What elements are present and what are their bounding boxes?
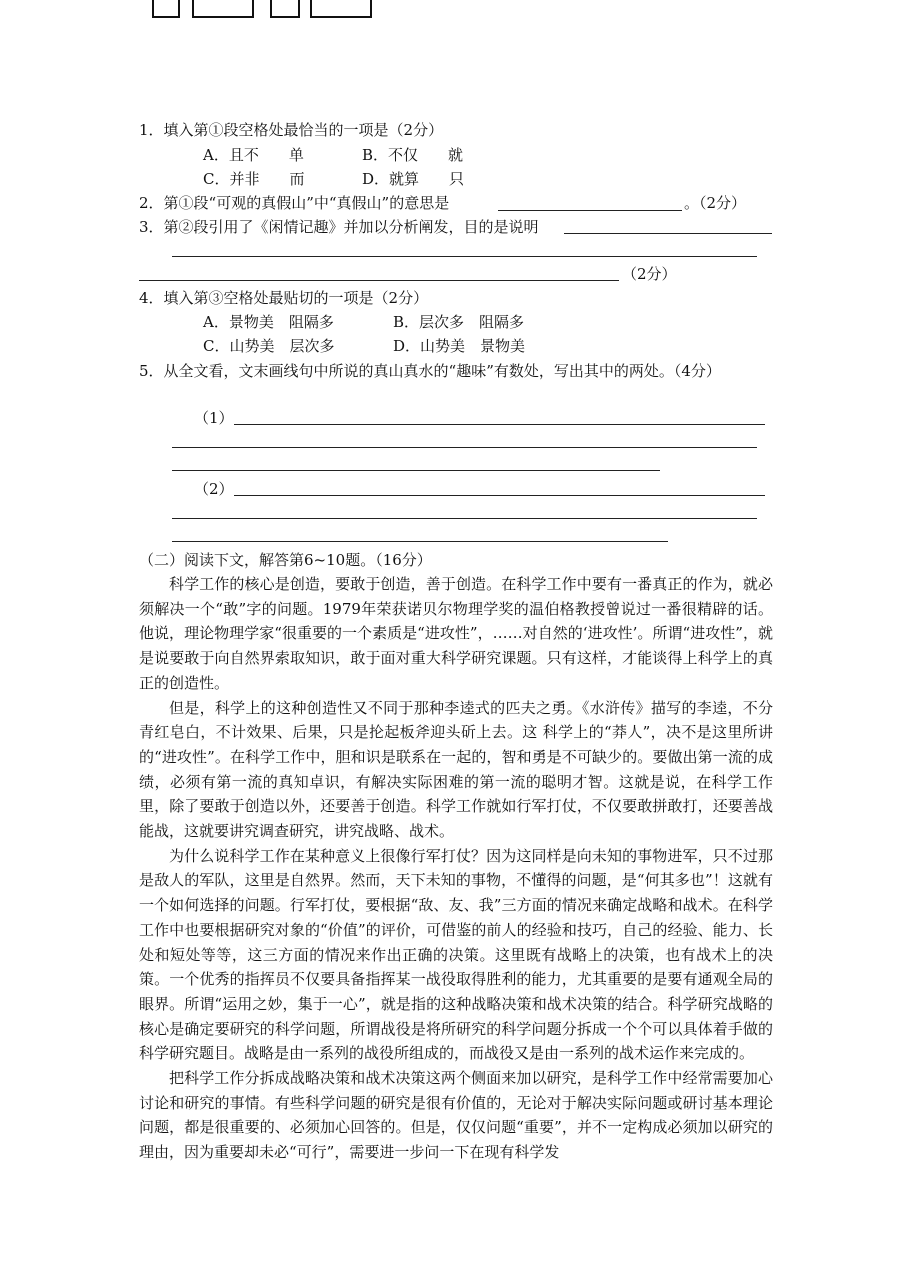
reading-passage	[139, 572, 773, 1165]
q5-answer-line[interactable]	[172, 541, 668, 542]
q1-option-c: C．并非 而	[203, 170, 305, 188]
q3-stem: 3．第②段引用了《闲情记趣》并加以分析阐发，目的是说明	[139, 218, 539, 236]
q5-answer-line[interactable]	[234, 424, 765, 425]
q2-points: 。（2分）	[684, 194, 747, 212]
q4-option-c: C．山势美 层次多	[203, 337, 335, 355]
section2-heading: （二）阅读下文，解答第6~10题。（16分）	[139, 551, 432, 569]
q4-option-b: B．层次多 阻隔多	[393, 313, 525, 331]
q3-answer-line[interactable]	[139, 280, 619, 281]
answer-box	[192, 0, 254, 18]
q5-stem: 5．从全文看，文末画线句中所说的真山真水的“趣味”有数处，写出其中的两处。（4分）	[139, 362, 721, 380]
q4-option-d: D．山势美 景物美	[393, 337, 526, 355]
answer-box	[270, 0, 300, 18]
q5-label-2: （2）	[194, 480, 234, 498]
q2-answer-line[interactable]	[498, 210, 682, 211]
q2-stem: 2．第①段“可观的真假山”中“真假山”的意思是	[139, 194, 450, 212]
q5-label-1: （1）	[194, 409, 234, 427]
q5-answer-line[interactable]	[172, 518, 757, 519]
q4-stem: 4．填入第③空格处最贴切的一项是（2分）	[139, 289, 429, 307]
q1-option-d: D．就算 只	[362, 170, 465, 188]
passage-paragraph: 但是，科学上的这种创造性又不同于那种李逵式的匹夫之勇。《水浒传》描写的李逵，不分青红皂白，不计效果、后果，只是抡起板斧迎头斫上去。这 科学上的“莽人”，决不是这里所讲的“进攻性”。在科学工作中，胆和识是联系在一起的，智和勇是不可缺少的。要做出第一流的成绩，必须有第一流的真知卓识，有解决实际困难的第一流的聪明才智。这就是说，在科学工作里，除了要敢于创造以外，还要善于创造。科学工作就如行军打仗，不仅要敢拼敢打，还要善战能战，这就要讲究调查研究，讲究战略、战术。	[139, 698, 773, 841]
answer-box	[152, 0, 180, 18]
q5-answer-line[interactable]	[172, 447, 757, 448]
q5-answer-line[interactable]	[234, 495, 765, 496]
answer-box	[310, 0, 372, 18]
passage-paragraph: 为什么说科学工作在某种意义上很像行军打仗？因为这同样是向未知的事物进军，只不过那是敌人的军队，这里是自然界。然而，天下未知的事物，不懂得的问题，是“何其多也”！这就有一个如何选择的问题。行军打仗，要根据“敌、友、我”三方面的情况来确定战略和战术。在科学工作中也要根据研究对象的“价值”的评价，可借鉴的前人的经验和技巧，自己的经验、能力、长处和短处等等，这三方面的情况来作出正确的决策。这里既有战略上的决策，也有战术上的决策。一个优秀的指挥员不仅要具备指挥某一战役取得胜利的能力，尤其重要的是要有通观全局的眼界。所谓“运用之妙，集于一心”，就是指的这种战略决策和战术决策的结合。科学研究战略的核心是确定要研究的科学问题，所谓战役是将所研究的科学问题分拆成一个个可以具体着手做的科学研究题目。战略是由一系列的战役所组成的，而战役又是由一系列的战术运作来完成的。	[139, 846, 773, 1063]
q5-answer-line[interactable]	[172, 470, 660, 471]
q3-answer-line[interactable]	[564, 233, 772, 234]
passage-paragraph: 把科学工作分拆成战略决策和战术决策这两个侧面来加以研究，是科学工作中经常需要加心讨论和研究的事情。有些科学问题的研究是很有价值的，无论对于解决实际问题或研讨基本理论问题，都是很重要的、必须加心回答的。但是，仅仅问题“重要”，并不一定构成必须加以研究的理由，因为重要却未必“可行”，需要进一步问一下在现有科学发	[139, 1069, 773, 1162]
q1-stem: 1．填入第①段空格处最恰当的一项是（2分）	[139, 121, 444, 139]
q4-option-a: A．景物美 阻隔多	[203, 313, 334, 331]
q1-option-a: A．且不 单	[203, 146, 304, 164]
q1-option-b: B．不仅 就	[362, 146, 464, 164]
passage-paragraph: 科学工作的核心是创造，要敢于创造，善于创造。在科学工作中要有一番真正的作为，就必须解决一个“敢”字的问题。1979年荣获诺贝尔物理学奖的温伯格教授曾说过一番很精辟的话。他说，理论物理学家“很重要的一个素质是“进攻性”，……对自然的‘进攻性’。所谓“进攻性”，就是说要敢于向自然界索取知识，敢于面对重大科学研究课题。只有这样，才能谈得上科学上的真正的创造性。	[139, 575, 773, 692]
q3-answer-line[interactable]	[172, 256, 757, 257]
q3-points: （2分）	[622, 265, 677, 283]
